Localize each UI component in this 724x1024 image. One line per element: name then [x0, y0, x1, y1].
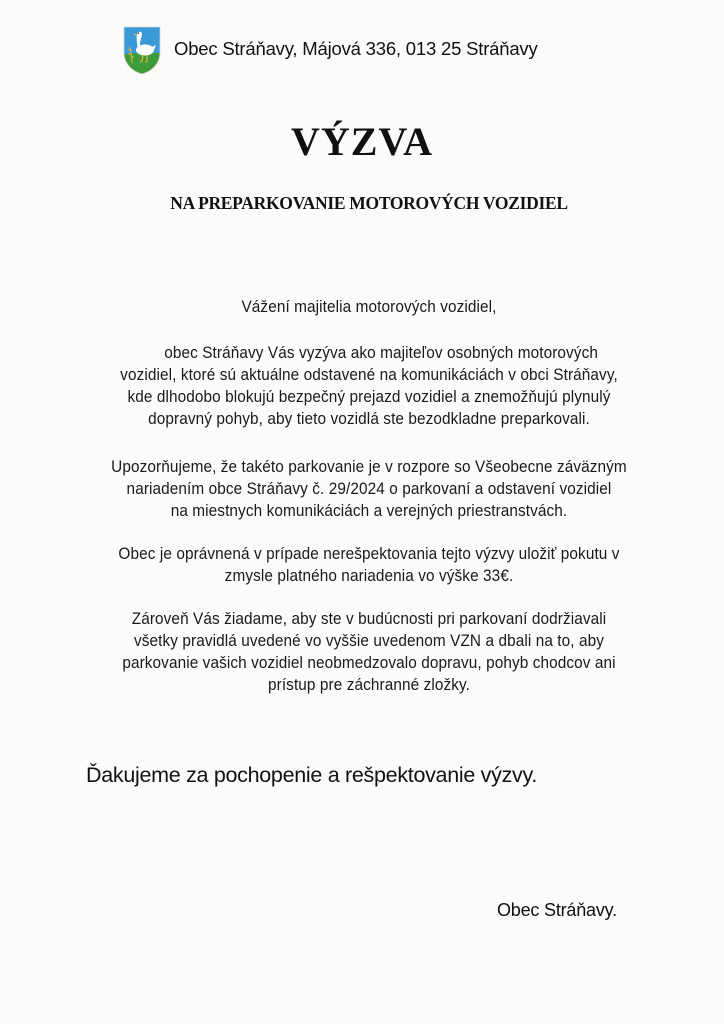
text-line: Upozorňujeme, že takéto parkovanie je v rozpore so Všeobecne záväzným	[111, 458, 627, 476]
text-line: všetky pravidlá uvedené vo vyššie uvedenom VZN a dbali na to, aby	[133, 632, 605, 650]
closing-thanks: Ďakujeme za pochopenie a rešpektovanie výzvy.	[86, 763, 537, 787]
text-line: vozidiel, ktoré sú aktuálne odstavené na komunikáciách v obci Stráňavy,	[120, 366, 618, 384]
text-line: na miestnych komunikáciách a verejných priestranstvách.	[170, 502, 568, 520]
text-line: obec Stráňavy Vás vyzýva ako majiteľov osobných motorových	[164, 344, 598, 362]
paragraph-request	[26, 342, 712, 430]
paragraph-fine	[26, 543, 712, 587]
document-title: VÝZVA	[290, 119, 434, 164]
signature: Obec Stráňavy.	[497, 900, 617, 920]
text-line: nariadením obce Stráňavy č. 29/2024 o parkovaní a odstavení vozidiel	[126, 480, 612, 498]
paragraph-regulation	[26, 456, 712, 522]
text-line: kde dlhodobo blokujú bezpečný prejazd vozidiel a znemožňujú plynulý	[127, 388, 611, 406]
text-line: Zároveň Vás žiadame, aby ste v budúcnosti pri parkovaní dodržiavali	[131, 610, 607, 628]
paragraph-future-compliance	[26, 608, 712, 696]
document-subtitle: NA PREPARKOVANIE MOTOROVÝCH VOZIDIEL	[170, 193, 568, 213]
text-line: Obec je oprávnená v prípade nerešpektovania tejto výzvy uložiť pokutu v	[118, 545, 620, 563]
text-line: zmysle platného nariadenia vo výške 33€.	[224, 567, 514, 585]
text-line: parkovanie vašich vozidiel neobmedzovalo dopravu, pohyb chodcov ani	[122, 654, 616, 672]
text-line: prístup pre záchranné zložky.	[267, 676, 470, 694]
municipality-address: Obec Stráňavy, Májová 336, 013 25 Stráňavy	[174, 38, 538, 59]
salutation-text: Vážení majitelia motorových vozidiel,	[241, 298, 497, 316]
coat-of-arms-icon	[122, 25, 162, 75]
letterhead	[122, 25, 538, 75]
text-line: dopravný pohyb, aby tieto vozidlá ste bezodkladne preparkovali.	[148, 410, 590, 428]
salutation	[26, 296, 712, 318]
